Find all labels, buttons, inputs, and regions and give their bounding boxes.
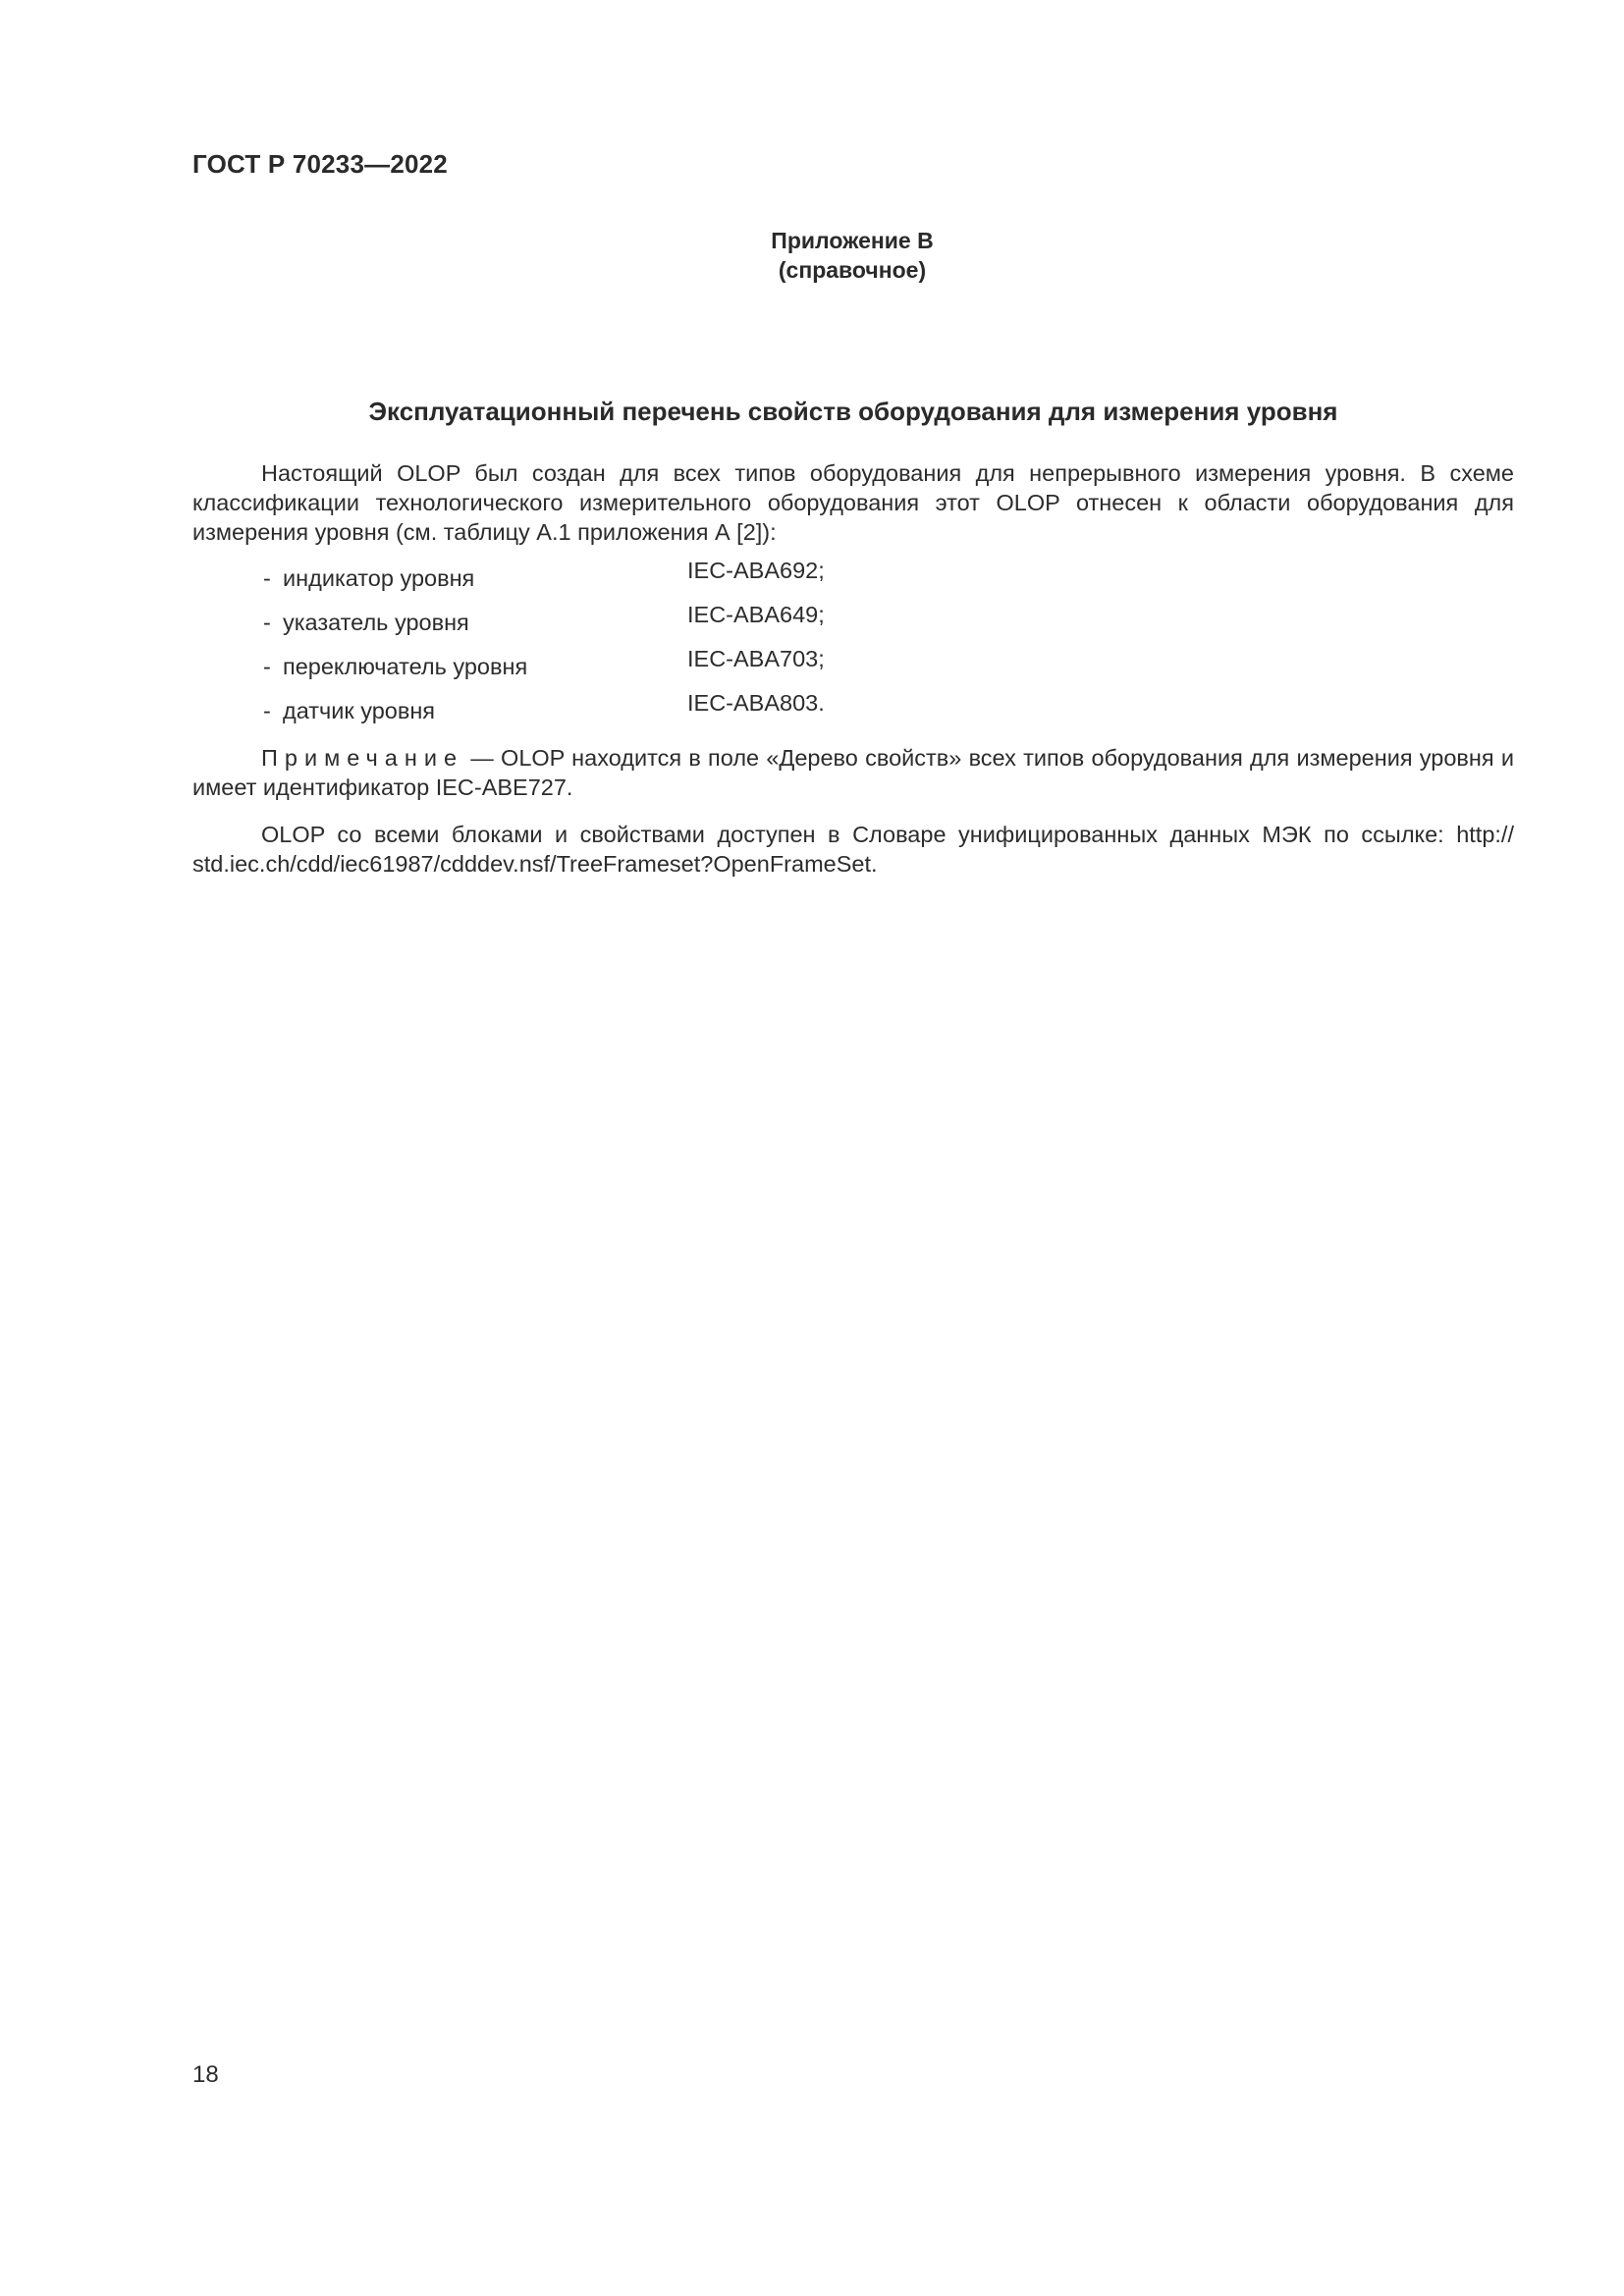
- equipment-code: IEC-ABA803.: [687, 690, 825, 716]
- equipment-label: датчик уровня: [283, 698, 436, 723]
- availability-paragraph: OLOP со всеми блоками и свойствами доступен в Словаре унифицированных данных МЭК по ссылке: http:// std.iec.ch/cdd/iec61987/cdddev.nsf/TreeFrameset?OpenFrameSet.: [192, 822, 1514, 877]
- equipment-code: IEC-ABA692;: [687, 558, 825, 583]
- list-item: [263, 602, 1049, 646]
- section-title: Эксплуатационный перечень свойств оборудования для измерения уровня: [368, 397, 1338, 426]
- equipment-code: IEC-ABA649;: [687, 602, 825, 627]
- note-paragraph: [192, 743, 1514, 802]
- list-dash: -: [263, 698, 271, 723]
- list-dash: -: [263, 565, 271, 591]
- list-item: [263, 646, 1049, 690]
- page-number: 18: [192, 2061, 219, 2088]
- equipment-label: индикатор уровня: [283, 565, 475, 591]
- equipment-code: IEC-ABA703;: [687, 646, 825, 671]
- list-item: [263, 558, 1049, 602]
- list-item: [263, 690, 1049, 734]
- note-label: Примечание: [261, 745, 464, 771]
- standard-code: ГОСТ Р 70233—2022: [192, 149, 448, 179]
- note-text: — OLOP находится в поле «Дерево свойств» всех типов оборудования для измерения уровня и имеет идентификатор IEC-ABE727.: [192, 745, 1514, 800]
- equipment-label: указатель уровня: [283, 610, 469, 635]
- list-dash: -: [263, 654, 271, 679]
- list-dash: -: [263, 610, 271, 635]
- annex-kind: (справочное): [778, 257, 927, 283]
- equipment-label: переключатель уровня: [283, 654, 528, 679]
- equipment-list: [263, 558, 1049, 734]
- annex-title: Приложение В: [771, 228, 934, 253]
- intro-paragraph: Настоящий OLOP был создан для всех типов оборудования для непрерывного измерения уровня. В схеме классификации технологического измерительного оборудования этот OLOP отнесен к области оборудования для измерения уровня (см. таблицу А.1 приложения А [2]):: [192, 460, 1514, 545]
